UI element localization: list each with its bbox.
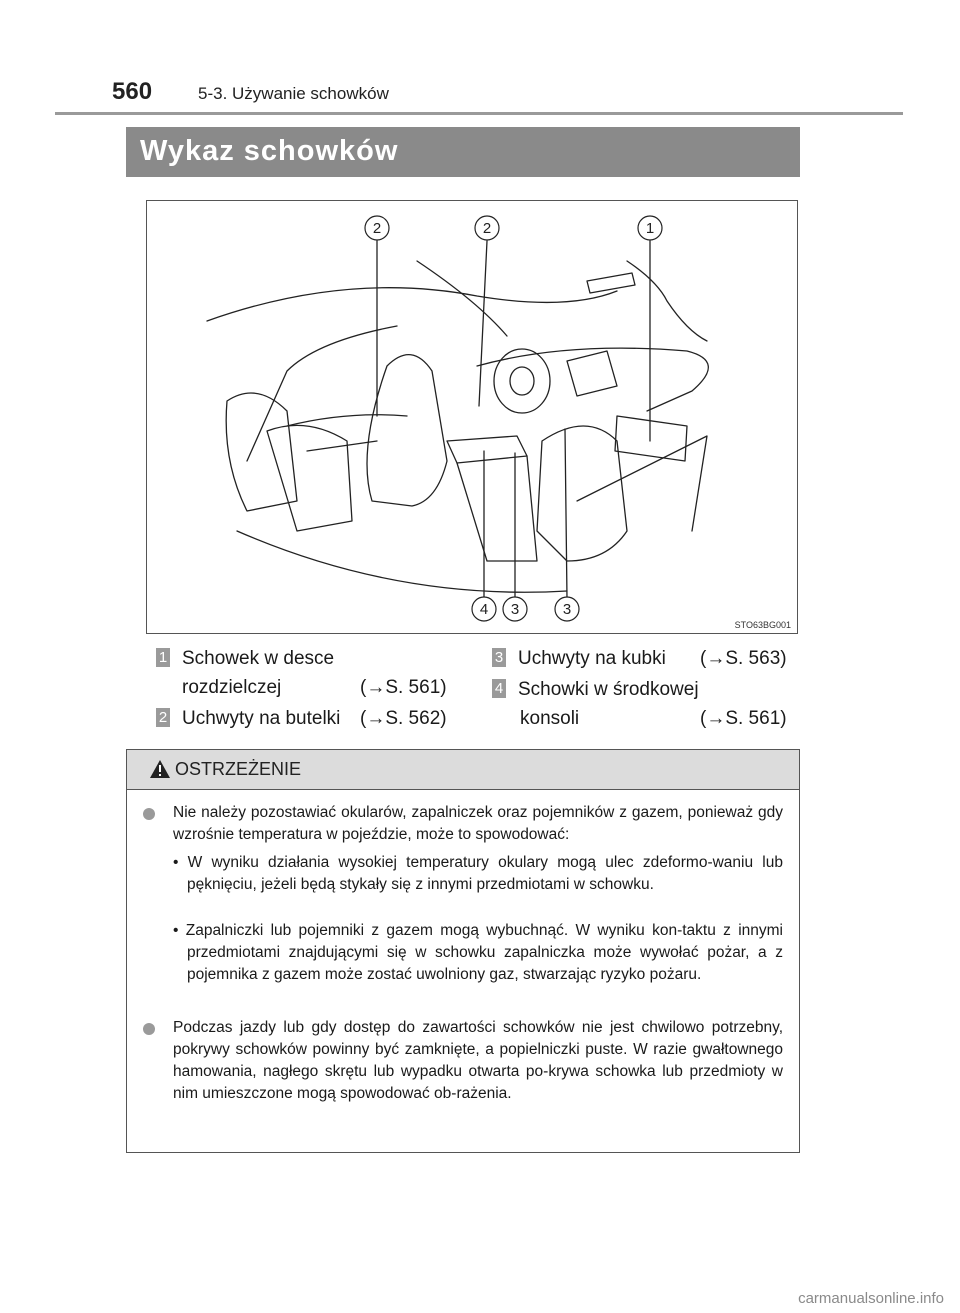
warning-subitem-2: • Zapalniczki lub pojemniki z gazem mogą wybuchnąć. W wyniku kon-taktu z innymi przedmiotami znajdującymi się w schowku zapalniczka może wywołać pożar, a z pojemnika z gazem może zostać uwolniony gaz, stwarzając ryzyko pożaru. [173, 922, 783, 983]
legend-item-2 [156, 704, 340, 733]
legend-text: Schowki w środkowej [518, 679, 699, 700]
legend-item-3 [492, 644, 666, 673]
warning-triangle-icon [149, 759, 171, 779]
legend-item-4-cont [520, 704, 579, 733]
legend-text: rozdzielczej [182, 677, 282, 698]
section-title: 5-3. Używanie schowków [198, 84, 389, 103]
interior-illustration [146, 200, 798, 634]
bullet-circle-icon [143, 1023, 155, 1035]
legend-item-1 [156, 644, 466, 673]
callout-label: 4 [479, 601, 489, 618]
watermark: carmanualsonline.info [798, 1290, 944, 1307]
legend-ref: (→S. 562) [360, 708, 447, 729]
legend-ref: (→S. 561) [360, 677, 447, 698]
figure-code: STO63BG001 [734, 620, 791, 630]
legend-ref: (→S. 563) [700, 648, 787, 669]
legend-number: 1 [156, 648, 170, 667]
page-number: 560 [112, 78, 153, 105]
warning-title: OSTRZEŻENIE [175, 759, 302, 779]
callout-label: 3 [562, 601, 572, 618]
page-heading: Wykaz schowków [140, 135, 399, 167]
bullet-circle-icon [143, 808, 155, 820]
warning-paragraph-1: Nie należy pozostawiać okularów, zapalniczek oraz pojemników z gazem, ponieważ gdy wzrośnie temperatura w pojeździe, może to spowodować: [173, 804, 783, 843]
warning-paragraph-2: Podczas jazdy lub gdy dostęp do zawartości schowków nie jest chwilowo potrzebny, pokrywy schowków powinny być zamknięte, a popielniczki puste. W razie gwałtownego hamowania, nagłego skrętu lub wypadku otwarta po-krywa schowka lub przedmioty w nim umieszczone mogą spowodować ob-rażenia. [173, 1019, 783, 1102]
legend-ref: (→S. 561) [700, 708, 787, 729]
legend-text: konsoli [520, 708, 580, 729]
legend-item-1-cont [182, 673, 281, 702]
legend-number: 2 [156, 708, 170, 727]
legend-text: Uchwyty na kubki [518, 648, 666, 669]
legend-item-4 [492, 675, 699, 704]
warning-subitem-1: • W wyniku działania wysokiej temperatury okulary mogą ulec zdeformo-waniu lub pęknięciu, jeżeli będą stykały się z innymi przedmiotami w schowku. [173, 854, 783, 893]
header-rule [55, 112, 903, 115]
car-interior-drawing [147, 201, 799, 635]
callout-label: 3 [510, 601, 520, 618]
legend-number: 3 [492, 648, 506, 667]
callout-label: 2 [372, 220, 382, 237]
warning-box [126, 749, 800, 1153]
heading-bar [126, 127, 800, 177]
legend-number: 4 [492, 679, 506, 698]
warning-header [127, 750, 799, 790]
callout-label: 1 [645, 220, 655, 237]
legend-text: Uchwyty na butelki [182, 708, 341, 729]
callout-label: 2 [482, 220, 492, 237]
legend-text: Schowek w desce [182, 648, 335, 669]
